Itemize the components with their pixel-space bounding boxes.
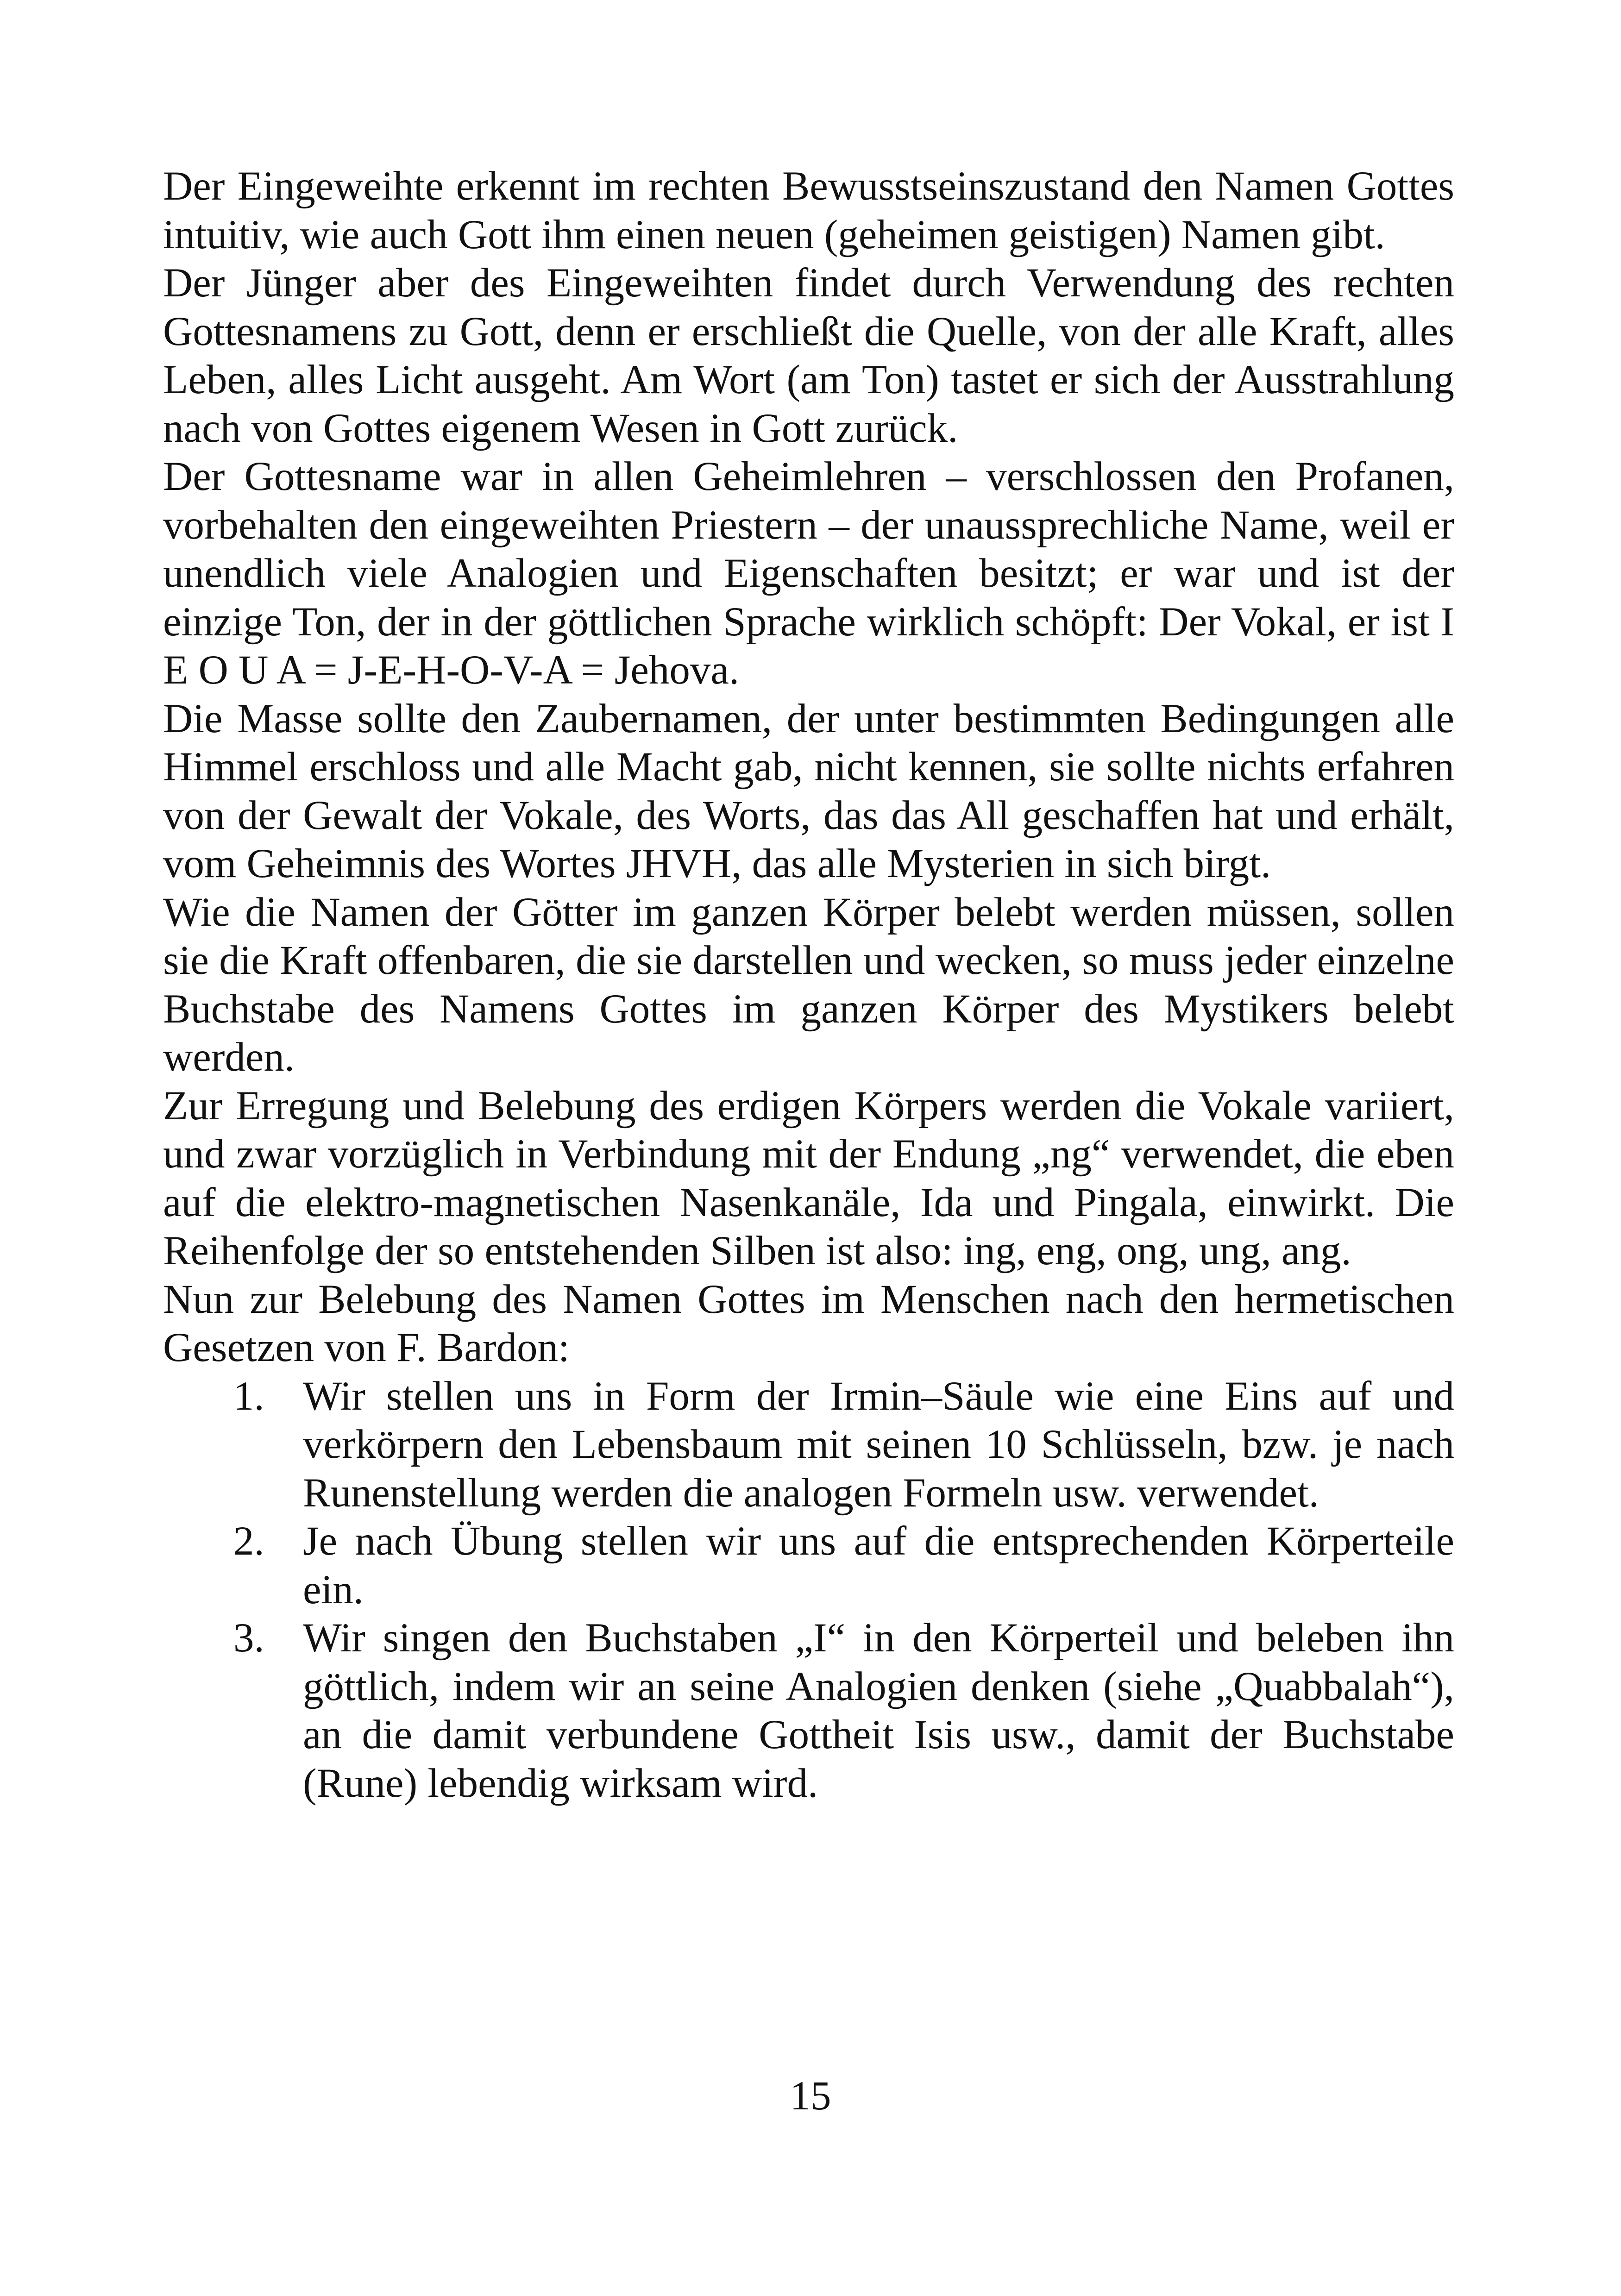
paragraph-magic-name: Die Masse sollte den Zaubernamen, der unter bestimmten Bedingungen alle Himmel erschloss und alle Macht gab, nicht kennen, sie sollte nichts erfahren von der Gewalt der Vokale, des Worts, das das All geschaffen hat und erhält, vom Geheimnis des Wortes JHVH, das alle Mysterien in sich birgt. xyxy=(163,696,1454,886)
paragraph-divine-name: Der Gottesname war in allen Geheimlehren – verschlossen den Profanen, vorbehalten den eingeweihten Priestern – der unaussprechliche Name, weil er unendlich viele Analogien und Eigenschaften besitzt; er war und ist der einzige Ton, der in der göttlichen Sprache wirklich schöpft: Der Vokal, er ist I E O U A = J-E-H-O-V-A = Jehova. xyxy=(163,454,1454,693)
list-item xyxy=(163,1517,1454,1614)
paragraph-disciple-finds-god: Der Jünger aber des Eingeweihten findet durch Verwendung des rechten Gottesnamens zu Gott, denn er erschließt die Quelle, von der alle Kraft, alles Leben, alles Licht ausgeht. Am Wort (am Ton) tastet er sich der Ausstrahlung nach von Gottes eigenem Wesen in Gott zurück. xyxy=(163,260,1454,451)
list-item-number: 3. xyxy=(233,1615,264,1661)
page-number: 15 xyxy=(790,2073,831,2119)
list-item xyxy=(163,1614,1454,1807)
list-item-text: Je nach Übung stellen wir uns auf die entsprechenden Körperteile ein. xyxy=(303,1518,1454,1612)
page-body xyxy=(163,162,1454,1807)
list-item xyxy=(163,1372,1454,1518)
list-item-text: Wir stellen uns in Form der Irmin–Säule wie eine Eins auf und verkörpern den Lebensbaum mit seinen 10 Schlüsseln, bzw. je nach Runenstellung werden die analogen Formeln usw. verwendet. xyxy=(303,1373,1454,1516)
paragraph-vowel-syllables: Zur Erregung und Belebung des erdigen Körpers werden die Vokale variiert, und zwar vorzüglich in Verbindung mit der Endung „ng“ verwendet, die eben auf die elektro-magnetischen Nasenkanäle, Ida und Pingala, einwirkt. Die Reihenfolge der so entstehenden Silben ist also: ing, eng, ong, ung, ang. xyxy=(163,1083,1454,1273)
numbered-list xyxy=(163,1372,1454,1808)
list-item-text: Wir singen den Buchstaben „I“ in den Körperteil und beleben ihn göttlich, indem wir an seine Analogien denken (siehe „Quabbalah“), an die damit verbundene Gottheit Isis usw., damit der Buchstabe (Rune) lebendig wirksam wird. xyxy=(303,1615,1454,1806)
list-item-number: 1. xyxy=(233,1373,264,1419)
paragraph-initiate-knows-name: Der Eingeweihte erkennt im rechten Bewusstseinszustand den Namen Gottes intuitiv, wie auch Gott ihm einen neuen (geheimen geistigen) Namen gibt. xyxy=(163,163,1454,257)
paragraph-bardon-intro: Nun zur Belebung des Namen Gottes im Menschen nach den hermetischen Gesetzen von F. Bardon: xyxy=(163,1276,1454,1370)
list-item-number: 2. xyxy=(233,1518,264,1564)
paragraph-names-of-gods: Wie die Namen der Götter im ganzen Körper belebt werden müssen, sollen sie die Kraft offenbaren, die sie darstellen und wecken, so muss jeder einzelne Buchstabe des Namens Gottes im ganzen Körper des Mystikers belebt werden. xyxy=(163,889,1454,1080)
